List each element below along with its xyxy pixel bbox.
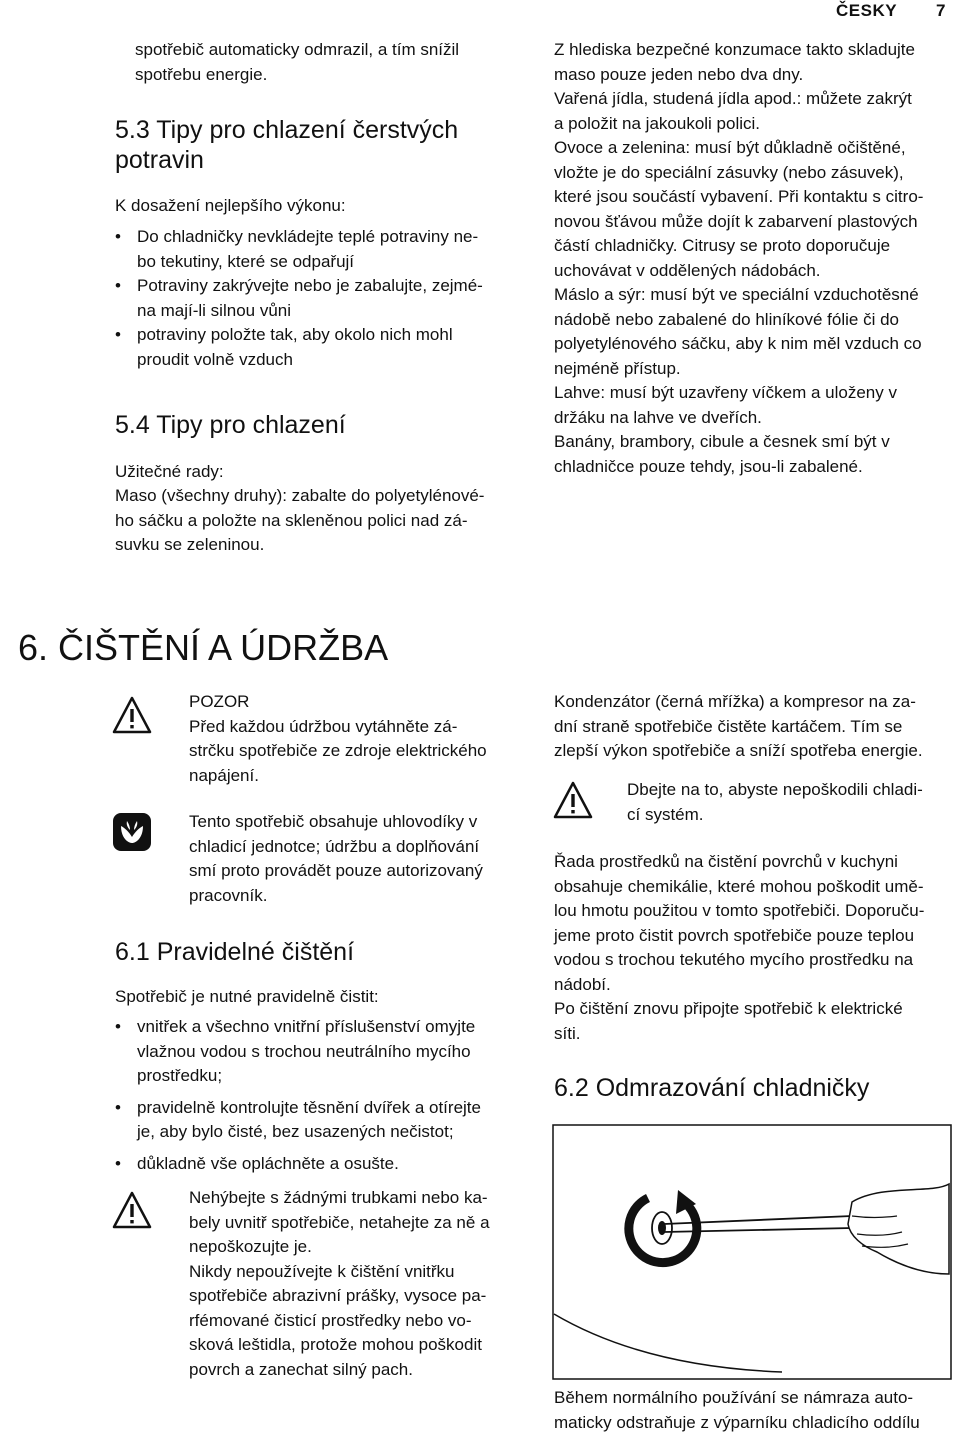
bullet-dot: • bbox=[115, 276, 121, 295]
cleaning-products-paragraph bbox=[554, 850, 954, 1046]
text-line: nejméně přístup. bbox=[554, 358, 681, 378]
defrost-paragraph bbox=[554, 1386, 954, 1435]
text-line: pravidelně kontrolujte těsnění dvířek a otírejte bbox=[137, 1097, 481, 1117]
text-line: cí systém. bbox=[627, 804, 704, 824]
text-line: rfémované čisticí prostředky nebo vo- bbox=[189, 1310, 472, 1330]
text-line: Maso (všechny druhy): zabalte do polyetylénové- bbox=[115, 486, 485, 505]
list-item bbox=[115, 225, 535, 274]
text-line: Nikdy nepoužívejte k čištění vnitřku bbox=[189, 1261, 455, 1281]
text-line: Potraviny zakrývejte nebo je zabalujte, zejmé- bbox=[137, 276, 483, 295]
list-item bbox=[115, 274, 535, 323]
text-line: Lahve: musí být uzavřeny víčkem a uloženy v bbox=[554, 383, 897, 402]
text-line: strčku spotřebiče ze zdroje elektrického bbox=[189, 741, 487, 760]
text-line: Řada prostředků na čistění povrchů v kuchyni bbox=[554, 852, 898, 871]
text-line: Tento spotřebič obsahuje uhlovodíky v bbox=[189, 812, 478, 831]
text-line: Kondenzátor (černá mřížka) a kompresor na za- bbox=[554, 692, 916, 711]
text-line: uchovávat v oddělených nádobách. bbox=[554, 260, 821, 280]
text-line: nádobí. bbox=[554, 974, 611, 994]
text-line: Během normálního používání se námraza auto- bbox=[554, 1388, 914, 1407]
text-line: maticky odstraňuje z výparníku chladicího oddílu bbox=[554, 1412, 920, 1432]
caution-label: POZOR bbox=[189, 692, 250, 711]
text-line: vodou s trochou tekutého mycího prostředku na bbox=[554, 950, 914, 969]
text-line: pracovník. bbox=[189, 885, 268, 905]
list-item bbox=[115, 1096, 535, 1145]
text-line: Před každou údržbou vytáhněte zá- bbox=[189, 716, 458, 736]
section-6-1-list bbox=[115, 1015, 535, 1176]
text-line: Do chladničky nevkládejte teplé potraviny ne- bbox=[137, 227, 479, 246]
header-language: ČESKY bbox=[836, 1, 898, 20]
list-item bbox=[115, 323, 535, 372]
text-line: Ovoce a zelenina: musí být důkladně očištěné, bbox=[554, 138, 906, 157]
text-line: bo tekutiny, které se odpařují bbox=[137, 251, 355, 271]
text-line: Máslo a sýr: musí být ve speciální vzduchotěsné bbox=[554, 285, 919, 304]
text-line: povrch a zanechat silný pach. bbox=[189, 1359, 413, 1379]
text-line: nádobě nebo zabalené do hliníkové fólie či do bbox=[554, 309, 899, 329]
bullet-dot: • bbox=[115, 325, 121, 344]
environment-icon bbox=[112, 812, 152, 852]
heading-line: potravin bbox=[115, 146, 204, 174]
section-5-4-title: 5.4 Tipy pro chlazení bbox=[115, 411, 346, 439]
warning-icon bbox=[553, 780, 593, 820]
pipes-warning-notice bbox=[189, 1186, 534, 1382]
section-5-3-lead: K dosažení nejlepšího výkonu: bbox=[115, 196, 346, 215]
text-line: sková leštidla, protože mohou poškodit bbox=[189, 1335, 482, 1354]
text-line: suvku se zeleninou. bbox=[115, 535, 265, 554]
section-6-1-lead: Spotřebič je nutné pravidelně čistit: bbox=[115, 987, 379, 1006]
text-line: chladničce pouze tehdy, jsou-li zabalené. bbox=[554, 456, 863, 476]
text-line: polyetylénového sáčku, aby k nim měl vzduch co bbox=[554, 334, 922, 353]
text-line: prostředku; bbox=[137, 1066, 223, 1085]
caution-notice bbox=[189, 690, 534, 788]
text-line: Nehýbejte s žádnými trubkami nebo ka- bbox=[189, 1188, 488, 1207]
section-5-3-title bbox=[115, 115, 535, 175]
heading-line: 5.3 Tipy pro chlazení čerstvých bbox=[115, 116, 459, 144]
section-5-4-lead: Užitečné rady: bbox=[115, 462, 224, 481]
text-line: Po čištění znovu připojte spotřebič k elektrické bbox=[554, 999, 903, 1018]
section-5-4-paragraph bbox=[115, 484, 535, 558]
text-line: maso pouze jeden nebo dva dny. bbox=[554, 64, 804, 84]
storage-tips-paragraph bbox=[554, 38, 954, 479]
bullet-dot: • bbox=[115, 1153, 121, 1173]
text-line: spotřebu energie. bbox=[135, 64, 268, 84]
text-line: novou šťávou může dojít k zabarvení plastových bbox=[554, 211, 918, 231]
eco-notice bbox=[189, 810, 534, 908]
text-line: spotřebiče abrazivní prášky, vysoce pa- bbox=[189, 1286, 487, 1305]
section-6-2-title: 6.2 Odmrazování chladničky bbox=[554, 1074, 870, 1102]
text-line: Vařená jídla, studená jídla apod.: můžete zakrýt bbox=[554, 89, 912, 108]
section-6-title: 6. ČIŠTĚNÍ A ÚDRŽBA bbox=[18, 627, 389, 668]
text-line: spotřebič automaticky odmrazil, a tím snížil bbox=[135, 40, 460, 59]
bullet-dot: • bbox=[115, 1017, 121, 1036]
text-line: síti. bbox=[554, 1023, 581, 1043]
text-line: potraviny položte tak, aby okolo nich mohl bbox=[137, 325, 453, 344]
section-5-3-list bbox=[115, 225, 535, 372]
text-line: dní straně spotřebiče čistěte kartáčem. Tím se bbox=[554, 716, 903, 736]
text-line: vnitřek a všechno vnitřní příslušenství omyjte bbox=[137, 1017, 476, 1036]
text-line: a položit na jakoukoli polici. bbox=[554, 113, 761, 133]
text-line: zlepší výkon spotřebiče a sníží spotřeba energie. bbox=[554, 741, 923, 760]
page-number: 7 bbox=[936, 1, 946, 20]
text-line: ho sáčku a položte na skleněnou polici nad zá- bbox=[115, 510, 468, 530]
list-item bbox=[115, 1152, 535, 1177]
warning-icon bbox=[112, 695, 152, 735]
text-line: Z hlediska bezpečné konzumace takto skladujte bbox=[554, 40, 915, 59]
bullet-dot: • bbox=[115, 227, 121, 246]
text-line: je, aby bylo čisté, bez usazených nečistot; bbox=[137, 1122, 454, 1141]
drain-cleaning-illustration bbox=[552, 1124, 952, 1380]
section-6-1-title: 6.1 Pravidelné čištění bbox=[115, 938, 355, 966]
text-line: nepoškozujte je. bbox=[189, 1237, 312, 1256]
cooling-warning-notice bbox=[627, 778, 957, 827]
text-line: napájení. bbox=[189, 765, 259, 785]
text-line: držáku na lahve ve dveřích. bbox=[554, 407, 762, 427]
text-line: Banány, brambory, cibule a česnek smí být v bbox=[554, 432, 890, 451]
text-line: smí proto provádět pouze autorizovaný bbox=[189, 861, 483, 880]
text-line: které jsou součástí vybavení. Při kontaktu s citro- bbox=[554, 187, 924, 206]
text-line: na mají-li silnou vůni bbox=[137, 300, 292, 320]
text-line: bely uvnitř spotřebiče, netahejte za ně a bbox=[189, 1212, 490, 1232]
text-line: jeme proto čistit povrch spotřebiče pouze teplou bbox=[554, 925, 915, 945]
text-line: částí chladničky. Citrusy se proto doporučuje bbox=[554, 236, 891, 255]
text-line: vlažnou vodou s trochou neutrálního mycího bbox=[137, 1041, 471, 1061]
text-line: chladicí jednotce; údržbu a doplňování bbox=[189, 836, 480, 856]
condenser-paragraph bbox=[554, 690, 954, 764]
text-line: obsahuje chemikálie, které mohou poškodit umě- bbox=[554, 876, 924, 896]
text-line: důkladně vše opláchněte a osušte. bbox=[137, 1153, 399, 1173]
intro-paragraph bbox=[135, 38, 535, 87]
warning-icon bbox=[112, 1190, 152, 1230]
text-line: proudit volně vzduch bbox=[137, 349, 293, 369]
list-item bbox=[115, 1015, 535, 1089]
bullet-dot: • bbox=[115, 1097, 121, 1117]
text-line: vložte je do speciální zásuvky (nebo zásuvek), bbox=[554, 162, 904, 182]
text-line: lou hmotu použitou v tomto spotřebiči. Doporuču- bbox=[554, 901, 925, 920]
text-line: Dbejte na to, abyste nepoškodili chladi- bbox=[627, 780, 923, 799]
